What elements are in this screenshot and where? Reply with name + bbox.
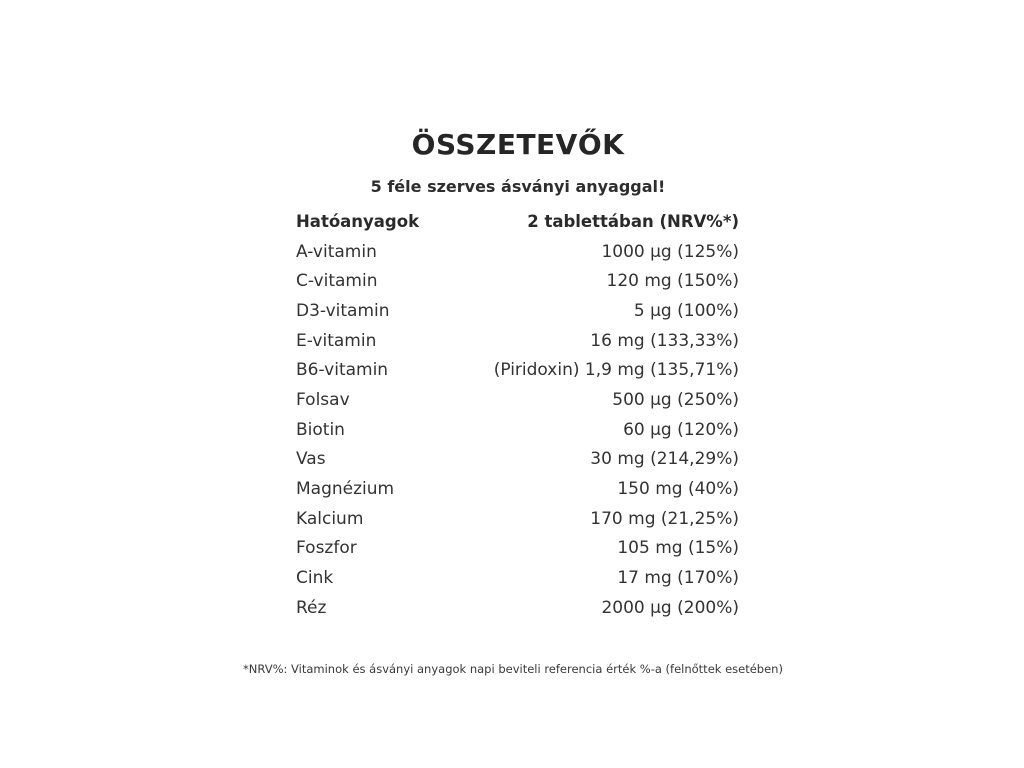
table-row (296, 296, 739, 326)
page-subtitle: 5 féle szerves ásványi anyaggal! (370, 177, 666, 196)
ingredient-name: C-vitamin (296, 271, 378, 292)
ingredient-name: B6-vitamin (296, 360, 389, 381)
ingredient-value: 500 µg (250%) (612, 389, 739, 410)
ingredient-value: 170 mg (21,25%) (590, 508, 739, 529)
table-row (296, 474, 739, 504)
ingredient-value: 150 mg (40%) (617, 479, 739, 500)
ingredient-name: Foszfor (296, 538, 357, 559)
ingredient-value: 60 µg (120%) (623, 419, 739, 440)
ingredient-name: A-vitamin (296, 241, 377, 262)
ingredient-value: 30 mg (214,29%) (590, 449, 739, 470)
table-row (296, 563, 739, 593)
ingredient-value: 1000 µg (125%) (601, 241, 739, 262)
table-row (296, 593, 739, 623)
page-title: ÖSSZETEVŐK (411, 128, 625, 161)
ingredient-name: Cink (296, 568, 334, 589)
ingredient-name: D3-vitamin (296, 300, 390, 321)
ingredient-value: (Piridoxin) 1,9 mg (135,71%) (493, 360, 739, 381)
ingredient-value: 17 mg (170%) (617, 568, 739, 589)
ingredient-name: Vas (296, 449, 326, 470)
table-row (296, 415, 739, 445)
ingredient-name: Réz (296, 597, 327, 618)
ingredient-name: Magnézium (296, 479, 395, 500)
ingredient-value: 2000 µg (200%) (601, 597, 739, 618)
ingredient-value: 5 µg (100%) (633, 300, 739, 321)
ingredients-table (296, 207, 739, 623)
ingredient-name: Kalcium (296, 508, 364, 529)
table-row (296, 445, 739, 475)
nrv-footnote: *NRV%: Vitaminok és ásványi anyagok napi beviteli referencia érték %-a (felnőttek esetében) (243, 662, 783, 676)
table-row (296, 355, 739, 385)
table-row (296, 266, 739, 296)
ingredient-value: 16 mg (133,33%) (590, 330, 739, 351)
table-header-row (296, 207, 739, 237)
table-row (296, 385, 739, 415)
ingredient-name: E-vitamin (296, 330, 377, 351)
table-row (296, 326, 739, 356)
header-name: Hatóanyagok (296, 212, 420, 232)
ingredient-name: Folsav (296, 389, 350, 410)
ingredient-value: 105 mg (15%) (617, 538, 739, 559)
ingredient-name: Biotin (296, 419, 345, 440)
table-row (296, 504, 739, 534)
header-value: 2 tablettában (NRV%*) (527, 212, 739, 232)
ingredient-value: 120 mg (150%) (606, 271, 739, 292)
table-row (296, 534, 739, 564)
table-row (296, 237, 739, 267)
